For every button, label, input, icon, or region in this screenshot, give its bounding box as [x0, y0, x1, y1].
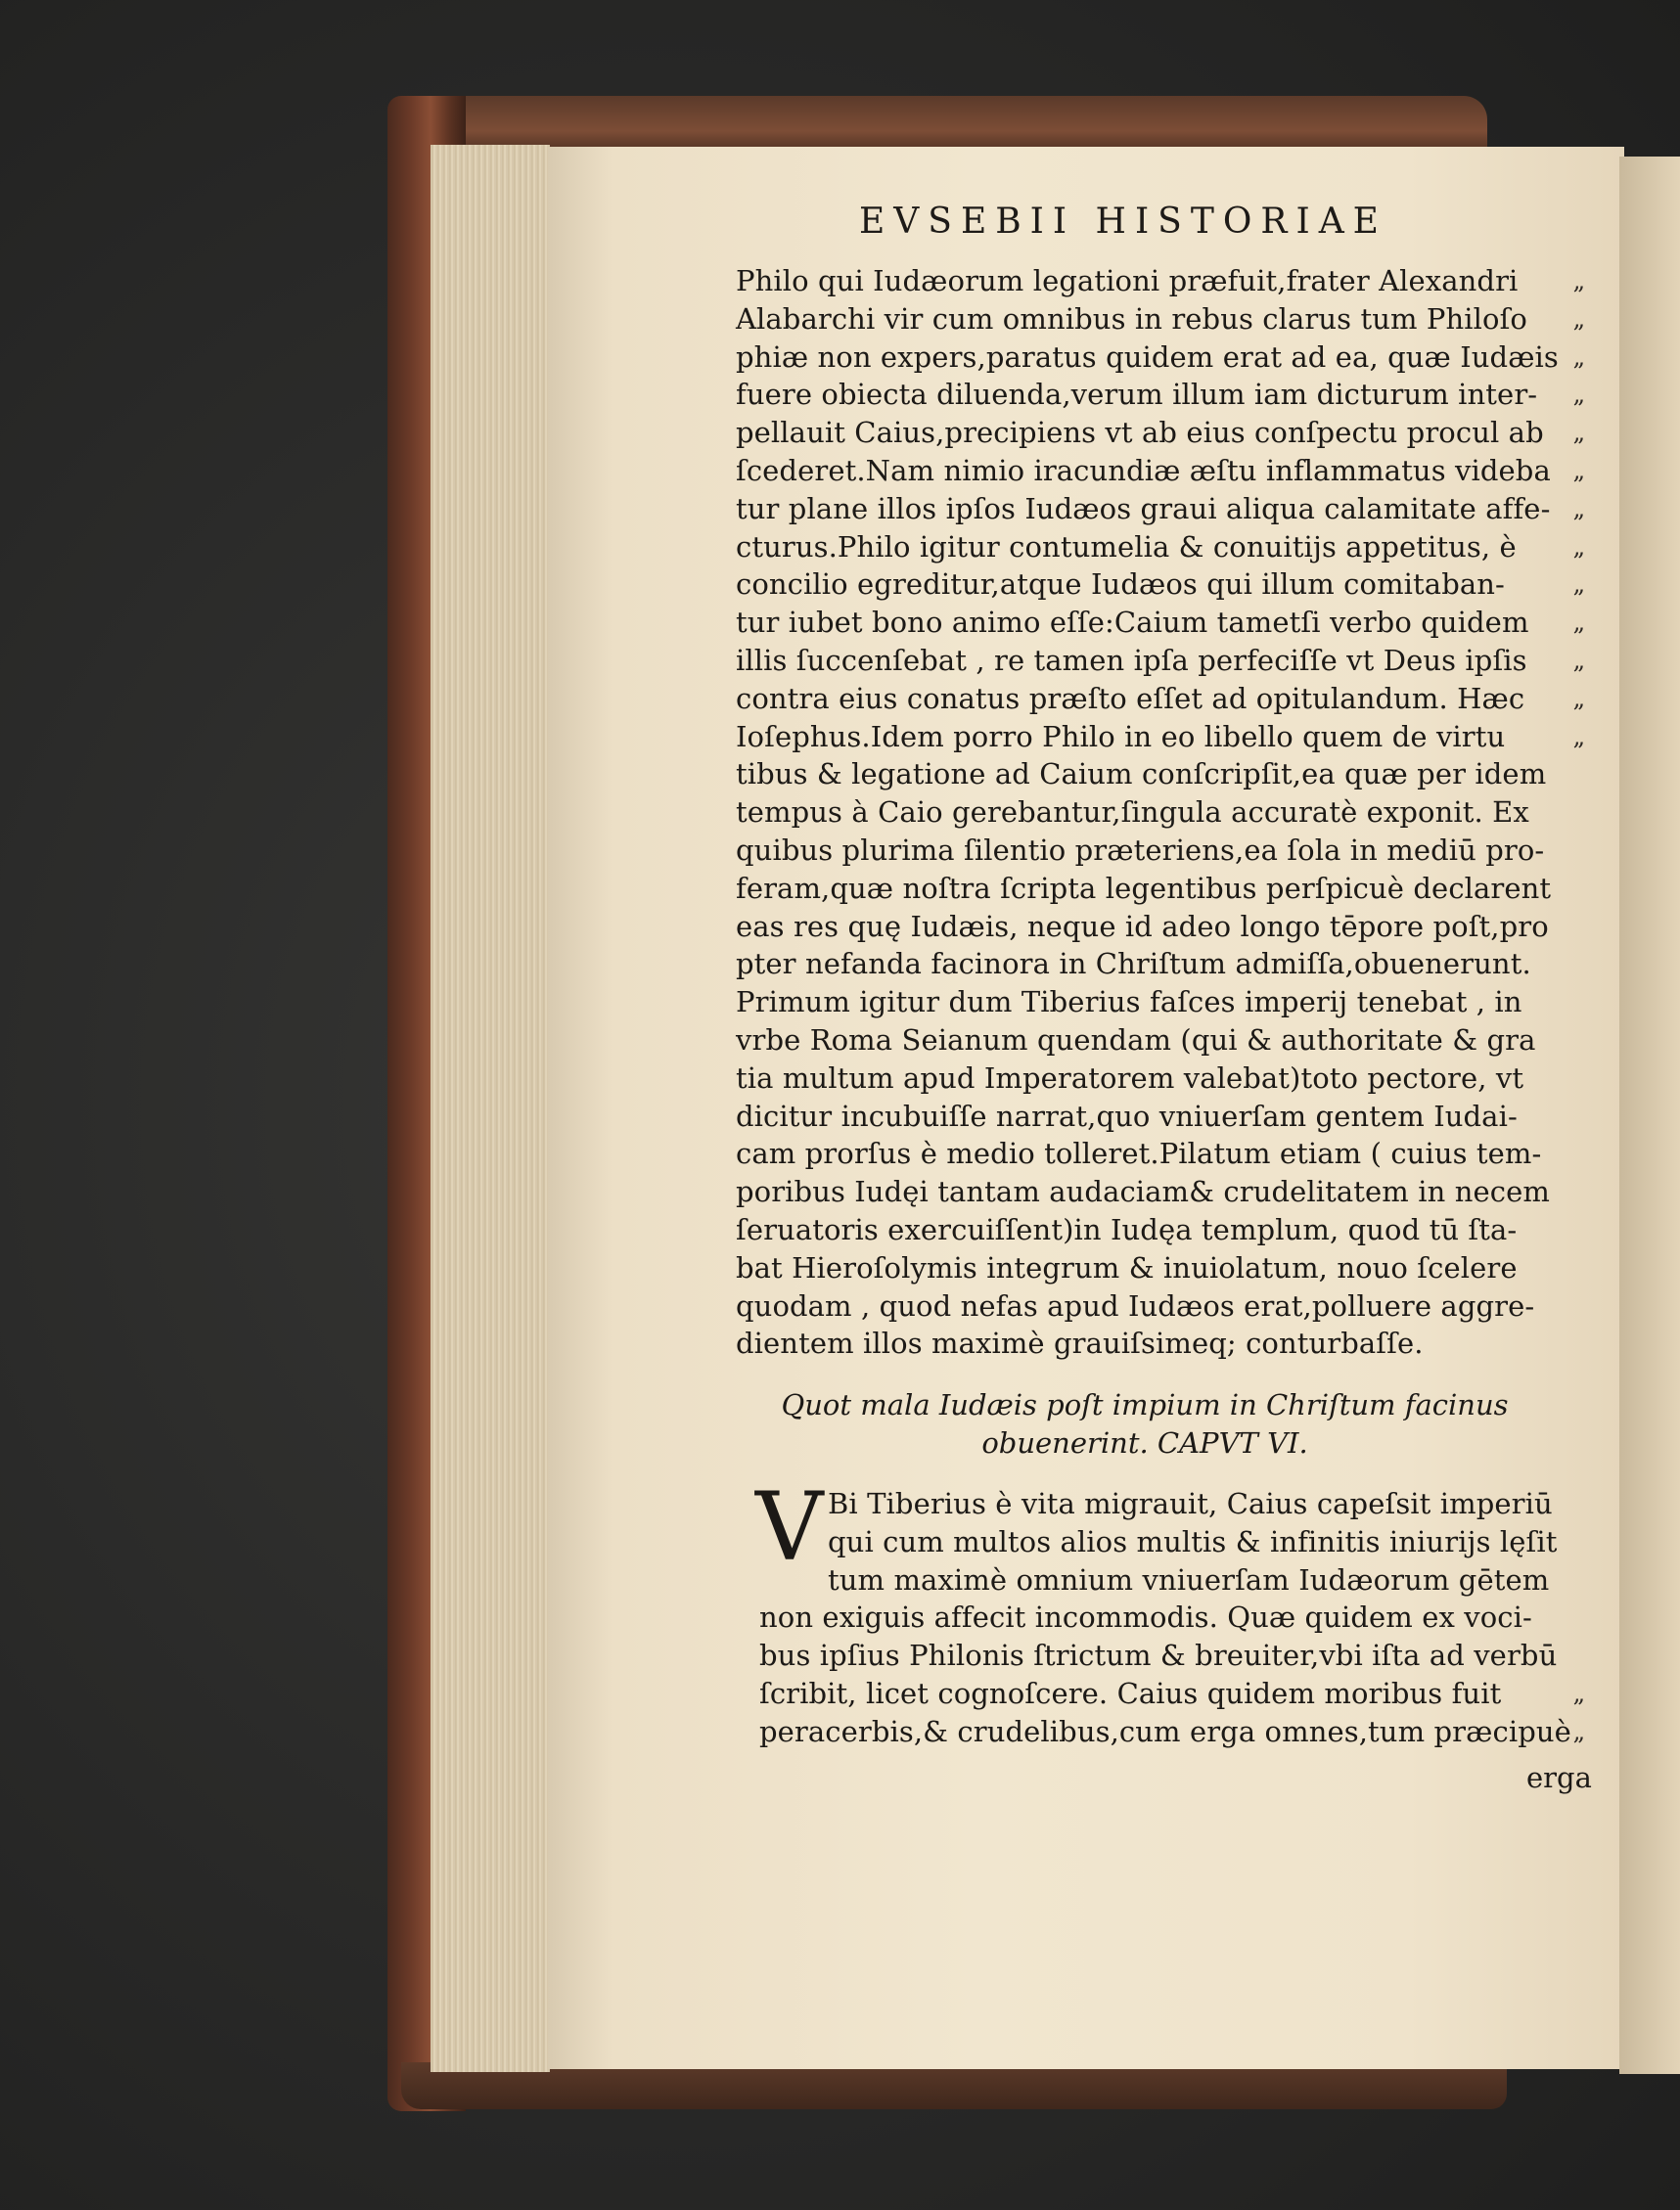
marginal-quote-mark: „ — [1572, 570, 1585, 599]
text-line — [736, 1325, 1585, 1363]
catchword: erga — [1526, 1761, 1592, 1794]
text-line — [736, 452, 1585, 490]
text-line — [736, 718, 1585, 756]
text-line — [736, 1098, 1585, 1136]
line-text: illis ſuccenſebat , re tamen ipſa perfeciſſe vt Deus ipſis — [736, 643, 1527, 677]
marginal-quote-mark: „ — [1572, 532, 1585, 561]
facing-page-edge — [1619, 157, 1680, 2074]
line-text: ſcribit, licet cognoſcere. Caius quidem moribus fuit — [759, 1676, 1502, 1710]
marginal-quote-mark: „ — [1572, 267, 1585, 294]
line-text: quodam , quod nefas apud Iudæos erat,polluere aggre- — [736, 1288, 1535, 1323]
marginal-quote-mark: „ — [1572, 1679, 1585, 1707]
text-line — [759, 1561, 1585, 1600]
marginal-quote-mark: „ — [1572, 646, 1585, 674]
text-line — [736, 1021, 1585, 1060]
text-line — [736, 528, 1585, 566]
marginal-quote-mark: „ — [1572, 342, 1585, 371]
line-text: phiæ non expers,paratus quidem erat ad ea, quæ Iudæis — [736, 339, 1559, 374]
line-text: tempus à Caio gerebantur,ſingula accuratè exponit. Ex — [736, 795, 1529, 830]
line-text: non exiguis affecit incommodis. Quæ quidem ex voci- — [759, 1601, 1532, 1635]
marginal-quote-mark: „ — [1572, 381, 1585, 409]
text-line — [736, 832, 1585, 870]
text-line — [736, 755, 1585, 793]
line-text: pter nefanda facinora in Chriſtum admiſſa,obuenerunt. — [736, 947, 1531, 981]
text-line — [736, 414, 1585, 452]
text-line — [736, 945, 1585, 983]
text-line — [736, 490, 1585, 528]
line-text: Alabarchi vir cum omnibus in rebus clarus tum Philoſo — [736, 301, 1527, 336]
marginal-quote-mark: „ — [1572, 419, 1585, 447]
text-line — [736, 1211, 1585, 1249]
page-edges — [431, 145, 550, 2072]
text-line — [736, 1173, 1585, 1211]
line-text: ſeruatoris exercuiſſent)in Iudęa templum, quod tū ſta- — [736, 1212, 1518, 1246]
marginal-quote-mark: „ — [1572, 609, 1585, 637]
book-cover-bottom — [401, 2062, 1507, 2109]
marginal-quote-mark: „ — [1572, 722, 1585, 750]
line-text: Bi Tiberius è vita migrauit, Caius capeſsit imperiū — [828, 1487, 1553, 1520]
line-text: poribus Iudęi tantam audaciam& crudelitatem in necem — [736, 1175, 1550, 1209]
line-text: ſcederet.Nam nimio iracundiæ æſtu inflammatus videba — [736, 453, 1551, 487]
line-text: fuere obiecta diluenda,verum illum iam dicturum inter- — [736, 378, 1538, 412]
chapter-heading-line-1: Quot mala Iudæis poſt impium in Chriſtum facinus — [781, 1388, 1509, 1421]
chapter-text — [759, 1485, 1585, 1751]
text-line — [759, 1637, 1585, 1675]
marginal-quote-mark: „ — [1572, 456, 1585, 484]
text-line — [736, 1060, 1585, 1098]
line-text: tibus & legatione ad Caium conſcripſit,ea quæ per idem — [736, 757, 1547, 791]
line-text: Primum igitur dum Tiberius faſces imperij tenebat , in — [736, 985, 1522, 1019]
text-line — [736, 262, 1585, 300]
line-text: vrbe Roma Seianum quendam (qui & authoritate & gra — [736, 1022, 1536, 1057]
text-line — [736, 680, 1585, 718]
line-text: Philo qui Iudæorum legationi præfuit,frater Alexandri — [736, 264, 1519, 297]
line-text: qui cum multos alios multis & infinitis iniurijs lęſit — [828, 1524, 1558, 1558]
text-line — [736, 604, 1585, 642]
line-text: pellauit Caius,precipiens vt ab eius conſpectu procul ab — [736, 416, 1544, 450]
body-text — [736, 262, 1585, 1363]
line-text: bat Hieroſolymis integrum & inuiolatum, nouo ſcelere — [736, 1250, 1518, 1285]
line-text: concilio egreditur,atque Iudæos qui illum comitaban- — [736, 567, 1505, 602]
line-text: peracerbis,& crudelibus,cum erga omnes,tum præcipuè — [759, 1714, 1571, 1748]
drop-cap: V — [755, 1472, 824, 1582]
line-text: Ioſephus.Idem porro Philo in eo libello quem de virtu — [736, 719, 1506, 753]
running-head: EVSEBII HISTORIAE — [859, 202, 1387, 242]
text-line — [736, 565, 1585, 604]
text-line — [736, 338, 1585, 377]
text-line — [736, 1287, 1585, 1326]
marginal-quote-mark: „ — [1572, 684, 1585, 712]
text-line — [736, 908, 1585, 946]
text-line — [759, 1523, 1585, 1561]
text-line — [736, 376, 1585, 414]
marginal-quote-mark: „ — [1572, 1717, 1585, 1745]
text-line — [736, 983, 1585, 1021]
line-text: dientem illos maximè grauiſsimeq; conturbaſſe. — [736, 1327, 1424, 1361]
text-line — [759, 1485, 1585, 1523]
line-text: tur iubet bono animo eſſe:Caium tametſi verbo quidem — [736, 606, 1529, 640]
line-text: tia multum apud Imperatorem valebat)toto pectore, vt — [736, 1060, 1524, 1095]
line-text: quibus plurima ſilentio præteriens,ea ſola in mediū pro- — [736, 833, 1545, 867]
marginal-quote-mark: „ — [1572, 494, 1585, 522]
line-text: dicitur incubuiſſe narrat,quo vniuerſam gentem Iudai- — [736, 1099, 1518, 1133]
line-text: tur plane illos ipſos Iudæos graui aliqua calamitate affe- — [736, 491, 1551, 525]
line-text: tum maximè omnium vniuerſam Iudæorum gētem — [828, 1562, 1550, 1597]
line-text: cam prorſus è medio tolleret.Pilatum etiam ( cuius tem- — [736, 1137, 1542, 1171]
line-text: contra eius conatus præſto eſſet ad opitulandum. Hæc — [736, 681, 1525, 715]
line-text: feram,quæ noſtra ſcripta legentibus perſpicuè declarent — [736, 871, 1552, 905]
chapter-heading-line-2: obuenerint. CAPVT VI. — [981, 1426, 1308, 1460]
text-line — [759, 1599, 1585, 1637]
line-text: eas res quę Iudæis, neque id adeo longo tēpore poſt,pro — [736, 909, 1549, 943]
text-line — [736, 1135, 1585, 1173]
text-line — [736, 1249, 1585, 1287]
text-line — [736, 793, 1585, 832]
line-text: bus ipſius Philonis ſtrictum & breuiter,vbi iſta ad verbū — [759, 1639, 1558, 1673]
book-cover-top — [401, 96, 1487, 155]
text-line — [736, 870, 1585, 908]
text-line — [759, 1675, 1585, 1713]
text-line — [736, 300, 1585, 338]
line-text: cturus.Philo igitur contumelia & conuitijs appetitus, è — [736, 529, 1517, 564]
text-line — [759, 1713, 1585, 1751]
text-line — [736, 642, 1585, 680]
marginal-quote-mark: „ — [1572, 304, 1585, 333]
